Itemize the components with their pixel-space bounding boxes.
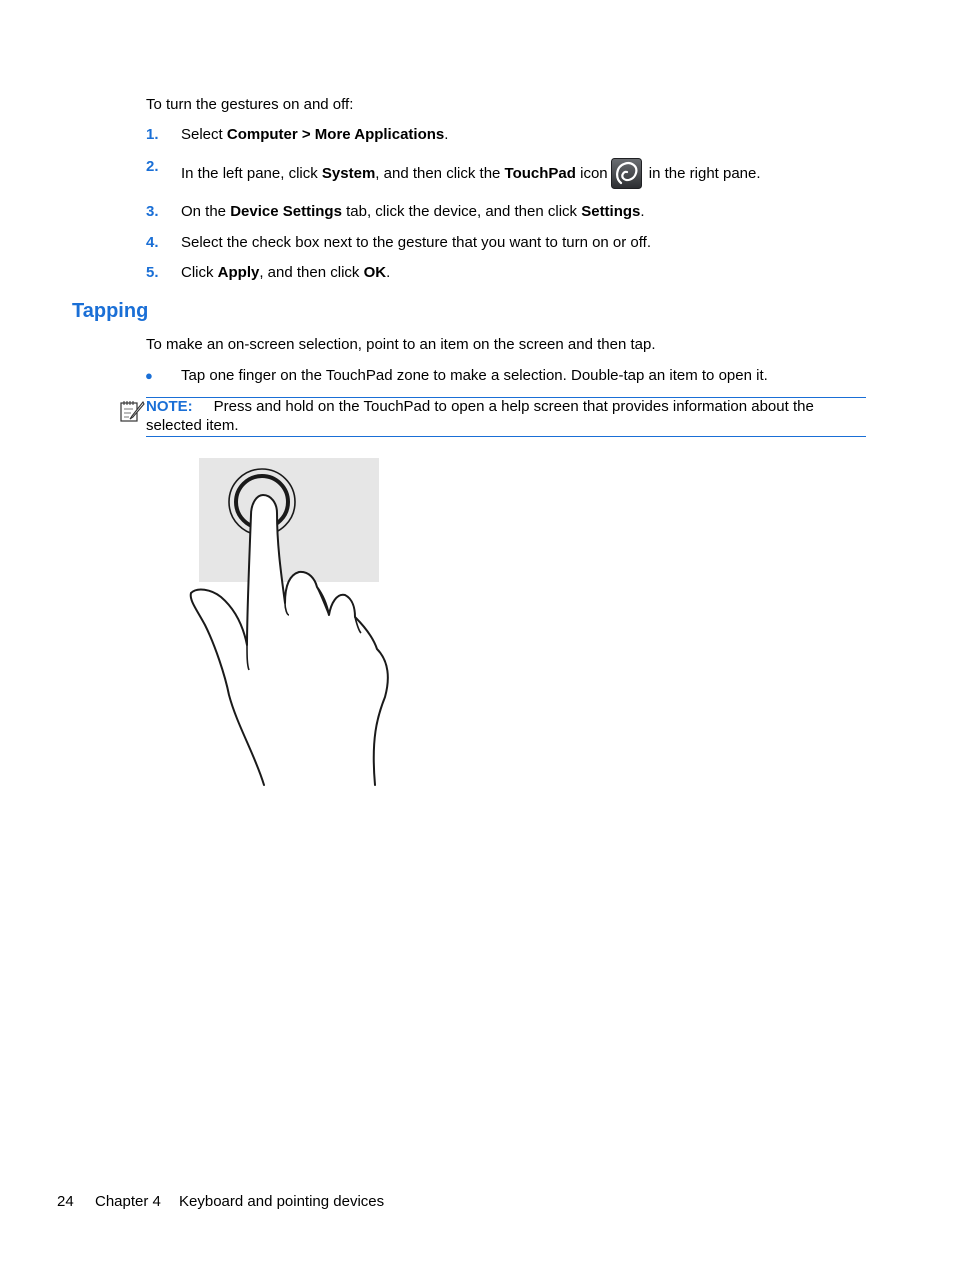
step-number-5: 5.	[146, 264, 159, 281]
step-5-text-b: , and then click	[259, 264, 364, 281]
note-pencil-icon	[119, 399, 145, 427]
note-line-2: selected item.	[146, 417, 239, 434]
step-3-text-a: On the	[181, 203, 231, 220]
step-2-text-b: , and then click the	[375, 165, 505, 182]
step-3-device-settings: Device Settings	[230, 203, 342, 220]
step-5-text-c: .	[386, 264, 391, 281]
intro-text: To turn the gestures on and off:	[146, 96, 354, 113]
step-2-touchpad: TouchPad	[504, 165, 576, 182]
section-heading: Tapping	[72, 300, 149, 322]
bullet-text: Tap one finger on the TouchPad zone to make a selection. Double-tap an item to open it.	[181, 367, 768, 384]
note-label: NOTE:	[146, 398, 193, 415]
step-3-settings: Settings	[581, 203, 641, 220]
step-1-text-b: .	[444, 126, 449, 143]
note-bottom-rule	[146, 436, 866, 437]
step-1-text-a: Select	[181, 126, 227, 143]
step-number-4: 4.	[146, 234, 159, 251]
section-intro: To make an on-screen selection, point to an item on the screen and then tap.	[146, 336, 656, 353]
step-1-menu-path: Computer > More Applications	[226, 126, 445, 143]
step-text-4	[181, 234, 651, 251]
footer-chapter-title: Keyboard and pointing devices	[179, 1193, 385, 1210]
note-line-1	[146, 398, 814, 415]
step-text-1	[181, 126, 448, 143]
step-text-5	[181, 264, 390, 281]
step-5-ok: OK	[363, 264, 387, 281]
footer-chapter: Chapter 4	[95, 1193, 161, 1210]
touchpad-icon	[611, 158, 642, 189]
step-5-text-a: Click	[181, 264, 218, 281]
step-3-text-b: tab, click the device, and then click	[341, 203, 582, 220]
step-2-text-d: in the right pane.	[644, 165, 761, 182]
step-text-2	[181, 157, 761, 191]
bullet-mark: ●	[145, 368, 153, 383]
step-number-2: 2.	[146, 158, 159, 175]
step-2-text-a: In the left pane, click	[181, 165, 322, 182]
step-number-1: 1.	[146, 126, 159, 143]
step-text-3	[181, 203, 645, 220]
step-2-system: System	[321, 165, 376, 182]
step-4-text: Select the check box next to the gesture that you want to turn on or off.	[181, 234, 652, 251]
page-number: 24	[57, 1193, 74, 1210]
note-text-1: Press and hold on the TouchPad to open a help screen that provides information about the	[213, 398, 814, 415]
step-3-text-c: .	[640, 203, 645, 220]
tapping-figure	[185, 455, 395, 799]
step-5-apply: Apply	[217, 264, 260, 281]
step-number-3: 3.	[146, 203, 159, 220]
step-2-text-c: icon	[575, 165, 608, 182]
